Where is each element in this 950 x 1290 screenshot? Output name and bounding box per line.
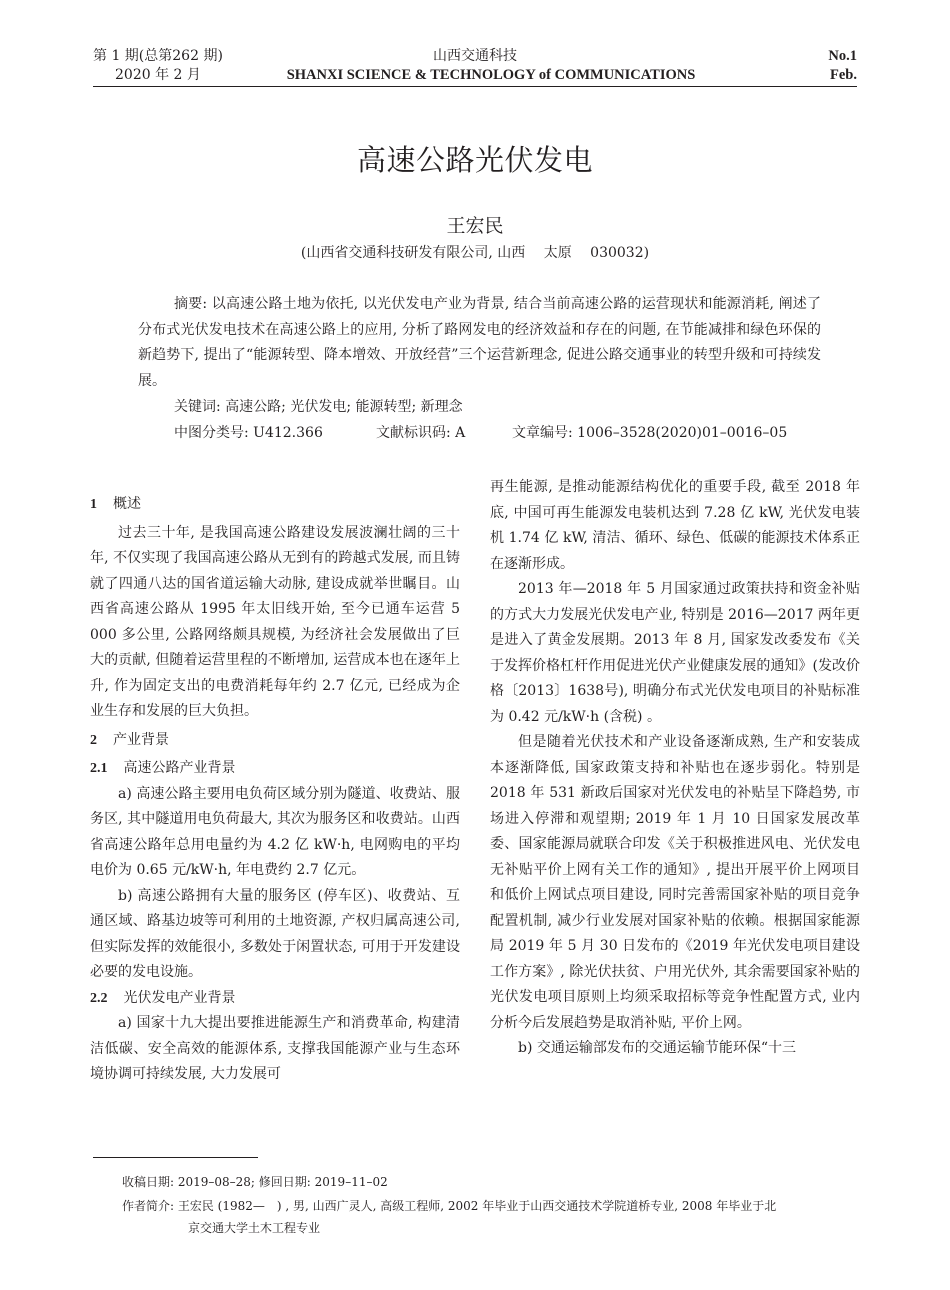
received-date: 收稿日期: 2019–08–28; 修回日期: 2019–11–02	[122, 1175, 388, 1189]
section-number: 2.2	[90, 990, 108, 1006]
paper-title: 高速公路光伏发电	[356, 143, 593, 177]
issue-number-en: No.1	[828, 48, 857, 64]
paragraph: b) 高速公路拥有大量的服务区 (停车区)、收费站、互通区域、路基边坡等可利用的土地资源, 产权归属高速公司, 但实际发挥的效能很小, 多数处于闲置状态, 可用于开发建设必要的发电设施。	[90, 887, 460, 980]
section-1-heading	[90, 492, 460, 518]
article-number: 文章编号: 1006–3528(2020)01–0016–05	[512, 425, 788, 441]
paragraph: a) 高速公路主要用电负荷区域分别为隧道、收费站、服务区, 其中隧道用电负荷最大, 其次为服务区和收费站。山西省高速公路年总用电量约为 4.2 亿 kW·h, 电网购电的平均电价为 0.65 元/kW·h, 年电费约 2.7 亿元。	[90, 785, 460, 878]
clc-number: 中图分类号: U412.366	[174, 425, 323, 441]
section-2-1-heading	[90, 756, 460, 782]
header-rule	[93, 86, 857, 87]
keywords: 关键词: 高速公路; 光伏发电; 能源转型; 新理念	[174, 399, 463, 415]
section-title: 产业背景	[113, 731, 169, 748]
section-number: 1	[90, 497, 97, 512]
paragraph: b) 交通运输部发布的交通运输节能环保“十三	[518, 1040, 797, 1056]
paragraph: 过去三十年, 是我国高速公路建设发展波澜壮阔的三十年, 不仅实现了我国高速公路从无到有的跨越式发展, 而且铸就了四通八达的国省道运输大动脉, 建设成就举世瞩目。山西省高速公路从 1995 年太旧线开始, 至今已通车运营 5 000 多公里, 公路网络颇具规模, 为经济社会发展做出了巨大的贡献, 但随着运营里程的不断增加, 运营成本也在逐年上升, 作为固定支出的电费消耗每年约 2.7 亿元, 已经成为企业生存和发展的巨大负担。	[90, 524, 460, 719]
document-code: 文献标识码: A	[376, 425, 466, 441]
issue-month-en: Feb.	[830, 67, 857, 83]
section-2-heading	[90, 728, 460, 754]
footnote-rule	[93, 1157, 258, 1158]
issue-date: 2020 年 2 月	[115, 67, 201, 83]
section-title: 光伏发电产业背景	[123, 989, 236, 1006]
section-title: 概述	[113, 496, 141, 512]
section-title: 高速公路产业背景	[123, 760, 236, 776]
section-number: 2.1	[90, 761, 108, 776]
author-name: 王宏民	[446, 215, 504, 237]
author-bio-continued: 京交通大学土木工程专业	[188, 1221, 321, 1235]
paragraph: 但是随着光伏技术和产业设备逐渐成熟, 生产和安装成本逐渐降低, 国家政策支持和补贴也在逐步弱化。特别是 2018 年 531 新政后国家对光伏发电的补贴呈下降趋势, 市场进入停滞和观望期; 2019 年 1 月 10 日国家发展改革委、国家能源局就联合印发《关于积极推进风电、光伏发电无补贴平价上网有关工作的通知》, 提出开展平价上网项目和低价上网试点项目建设, 同时完善需国家补贴的项目竞争配置机制, 减少行业发展对国家补贴的依赖。根据国家能源局 2019 年 5 月 30 日发布的《2019 年光伏发电项目建设工作方案》, 除光伏扶贫、户用光伏外, 其余需要国家补贴的光伏发电项目原则上均须采取招标等竞争性配置方式, 业内分析今后发展趋势是取消补贴, 平价上网。	[490, 734, 860, 1031]
right-column	[490, 475, 860, 1062]
author-affiliation: (山西省交通科技研发有限公司, 山西 太原 030032)	[300, 245, 650, 261]
section-number: 2	[90, 732, 97, 748]
abstract-text: 摘要: 以高速公路土地为依托, 以光伏发电产业为背景, 结合当前高速公路的运营现状和能源消耗, 阐述了分布式光伏发电技术在高速公路上的应用, 分析了路网发电的经济效益和存在的问题, 在节能减排和绿色环保的新趋势下, 提出了“能源转型、降本增效、开放经营”三个运营新理念, 促进公路交通事业的转型升级和可持续发展。	[138, 296, 821, 389]
journal-name-en: SHANXI SCIENCE & TECHNOLOGY of COMMUNICATIONS	[286, 67, 696, 83]
left-column	[90, 489, 460, 1088]
paragraph: 2013 年—2018 年 5 月国家通过政策扶持和资金补贴的方式大力发展光伏发电产业, 特别是 2016—2017 两年更是进入了黄金发展期。2013 年 8 月, 国家发改委发布《关于发挥价格杠杆作用促进光伏产业健康发展的通知》(发改价格〔2013〕1638号), 明确分布式光伏发电项目的补贴标准为 0.42 元/kW·h (含税) 。	[490, 581, 860, 725]
paragraph: 再生能源, 是推动能源结构优化的重要手段, 截至 2018 年底, 中国可再生能源发电装机达到 7.28 亿 kW, 光伏发电装机 1.74 亿 kW, 清洁、循环、绿色、低碳的能源技术体系正在逐渐形成。	[490, 479, 860, 572]
journal-name-cn: 山西交通科技	[433, 48, 517, 64]
abstract	[138, 292, 821, 394]
section-2-2-heading	[90, 986, 460, 1012]
paragraph: a) 国家十九大提出要推进能源生产和消费革命, 构建清洁低碳、安全高效的能源体系, 支撑我国能源产业与生态环境协调可持续发展, 大力发展可	[90, 1015, 460, 1082]
issue-number: 第 1 期(总第262 期)	[93, 48, 223, 64]
author-bio: 作者简介: 王宏民 (1982— ) , 男, 山西广灵人, 高级工程师, 2002 年毕业于山西交通技术学院道桥专业, 2008 年毕业于北	[122, 1199, 777, 1213]
